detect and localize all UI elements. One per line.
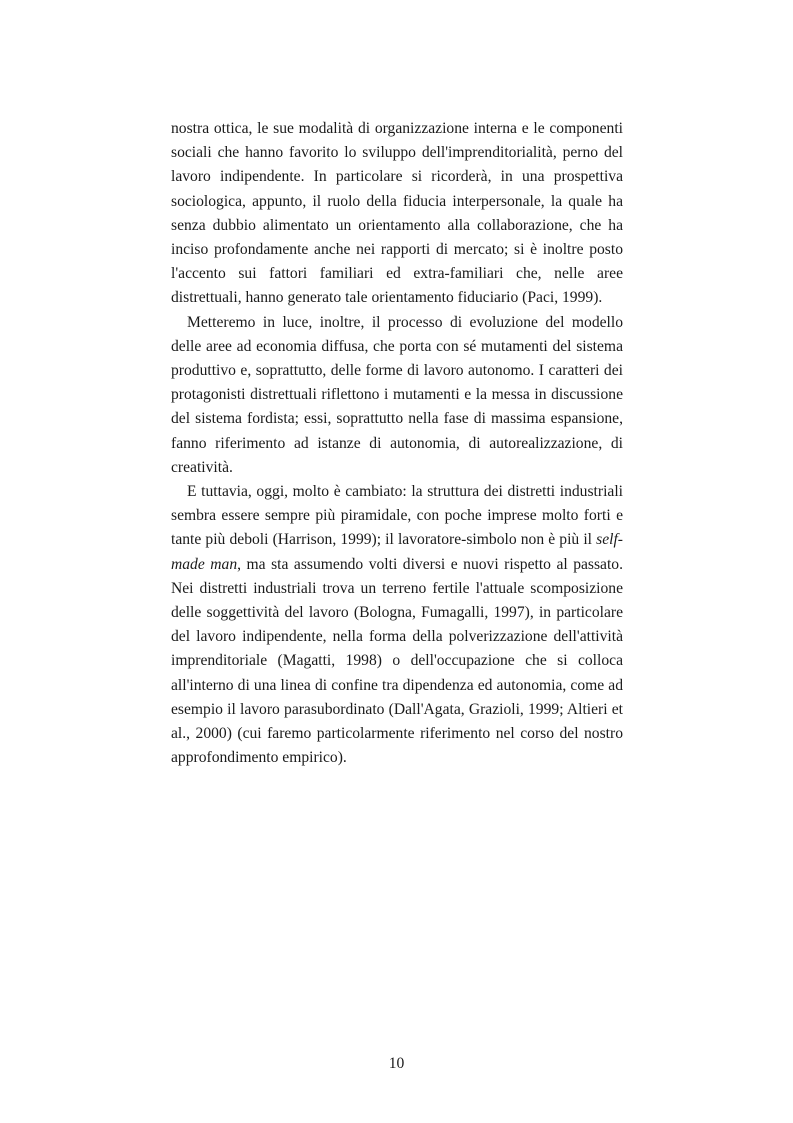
paragraph-3-part-1: E tuttavia, oggi, molto è cambiato: la struttura dei distretti industriali sembra essere sempre più piramidale, con poche imprese molto forti e tante più deboli (Harrison, 1999); il lavoratore-simbolo non è più il	[171, 483, 623, 549]
italic-term: self-made man	[171, 531, 623, 573]
body-text	[171, 117, 623, 770]
paragraph-2: Metteremo in luce, inoltre, il processo di evoluzione del modello delle aree ad economia diffusa, che porta con sé mutamenti del sistema produttivo e, soprattutto, delle forme di lavoro autonomo. I caratteri dei protagonisti distrettuali riflettono i mutamenti e la messa in discussione del sistema fordista; essi, soprattutto nella fase di massima espansione, fanno riferimento ad istanze di autonomia, di autorealizzazione, di creatività.	[171, 313, 623, 476]
paragraph-3	[171, 480, 623, 770]
paragraph-1: nostra ottica, le sue modalità di organizzazione interna e le componenti sociali che hanno favorito lo sviluppo dell'imprenditorialità, perno del lavoro indipendente. In particolare si ricorderà, in una prospettiva sociologica, appunto, il ruolo della fiducia interpersonale, la quale ha senza dubbio alimentato un orientamento alla collaborazione, che ha inciso profondamente anche nei rapporti di mercato; si è inoltre posto l'accento sui fattori familiari ed extra-familiari che, nelle aree distrettuali, hanno generato tale orientamento fiduciario (Paci, 1999).	[171, 120, 623, 307]
paragraph-3-part-2: , ma sta assumendo volti diversi e nuovi rispetto al passato. Nei distretti industriali trova un terreno fertile l'attuale scomposizione delle soggettività del lavoro (Bologna, Fumagalli, 1997), in particolare del lavoro indipendente, nella forma della polverizzazione dell'attività imprenditoriale (Magatti, 1998) o dell'occupazione che si colloca all'interno di una linea di confine tra dipendenza ed autonomia, come ad esempio il lavoro parasubordinato (Dall'Agata, Grazioli, 1999; Altieri et al., 2000) (cui faremo particolarmente riferimento nel corso del nostro approfondimento empirico).	[171, 555, 624, 767]
page-number: 10	[388, 1055, 405, 1072]
